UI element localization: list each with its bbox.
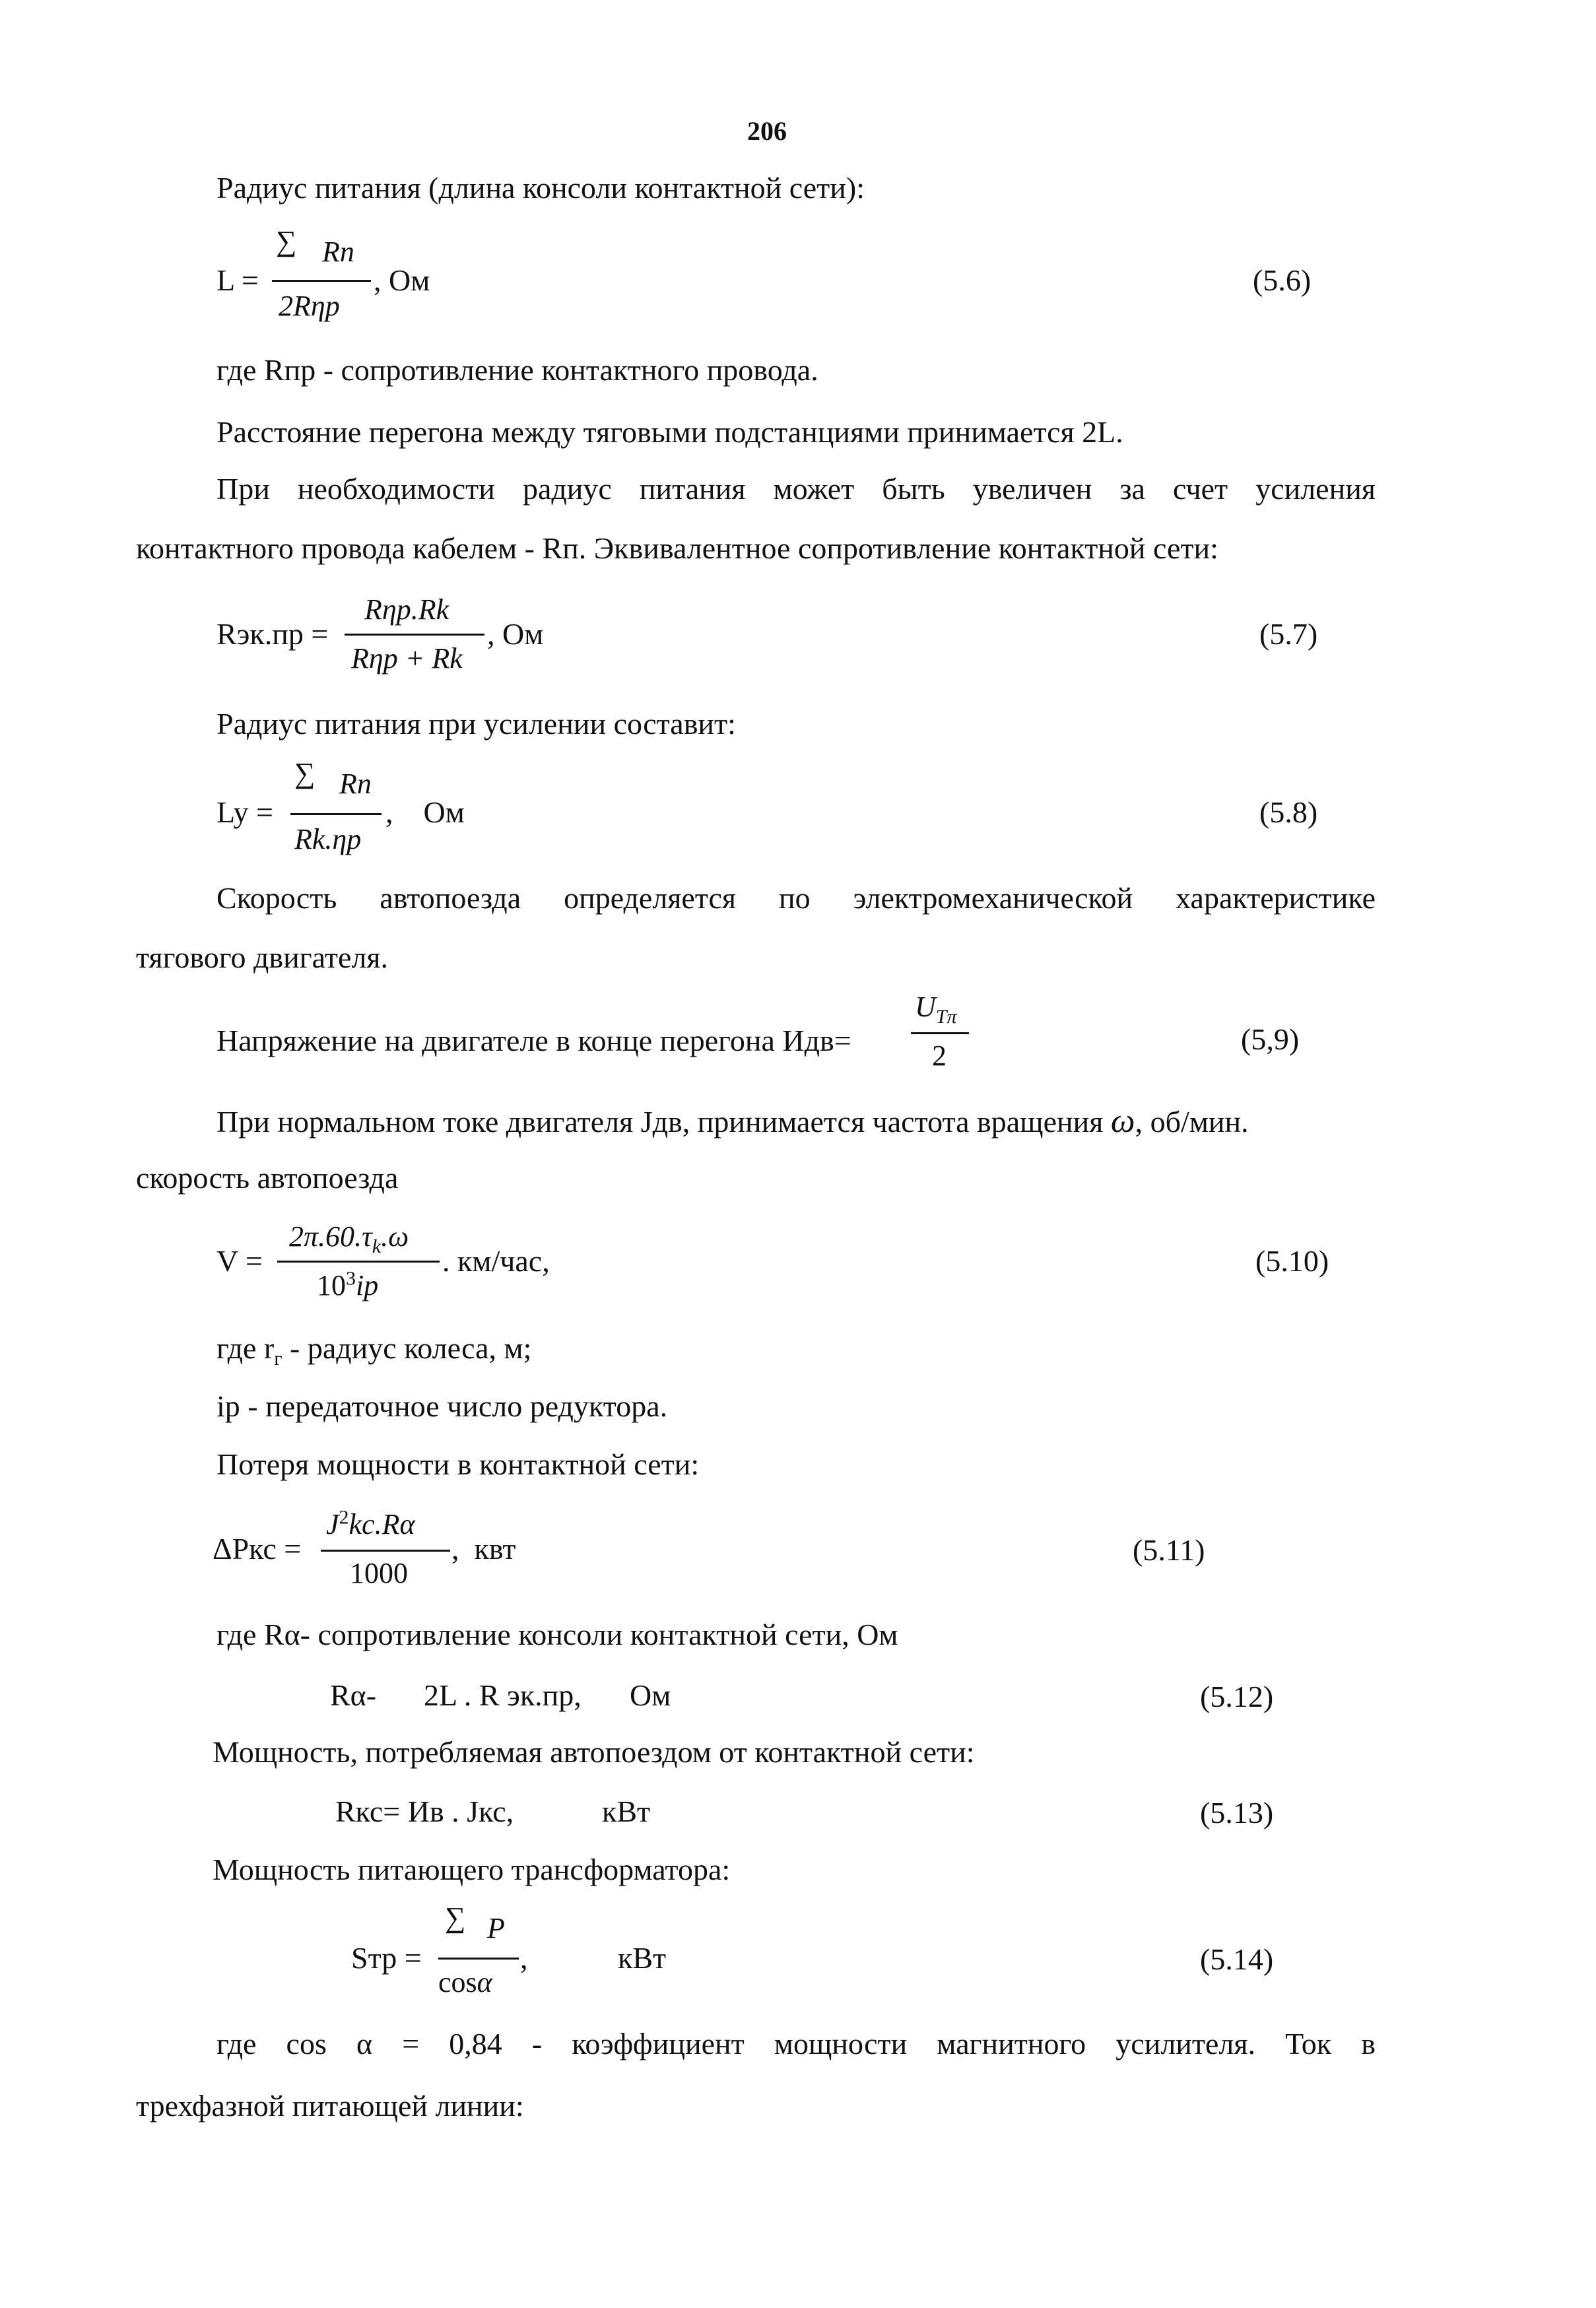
text-line: тягового двигателя. [136, 940, 388, 974]
formula-unit: , Ом [385, 795, 465, 829]
text-line: трехфазной питающей линии: [136, 2089, 524, 2123]
text-line: Скорость автопоезда определяется по электромеханической характеристике [216, 881, 1376, 915]
equation-number: (5.10) [1255, 1244, 1329, 1278]
fraction-bar [272, 280, 371, 282]
formula-lhs: V = [216, 1244, 263, 1278]
text-line: ip - передаточное число редуктора. [216, 1389, 668, 1423]
formula-unit: Ом [630, 1678, 671, 1712]
fraction-denominator: 1000 [350, 1557, 408, 1589]
formula-lhs: L = [216, 263, 259, 297]
fraction-denominator: 2Rηp [279, 290, 340, 322]
numerator-main: 2π.60.τ [289, 1220, 372, 1253]
fraction-bar [911, 1032, 969, 1034]
sum-symbol: ∑ [294, 757, 316, 789]
text-line: где cos α = 0,84 - коэффициент мощности магнитного усилителя. Ток в [216, 2027, 1376, 2061]
equation-number: (5.8) [1259, 795, 1318, 829]
fraction-denominator: Rηp + Rk [351, 642, 463, 675]
denominator-base: 10 [317, 1269, 346, 1302]
sum-symbol: ∑ [445, 1901, 466, 1934]
denominator-exponent: 3 [346, 1267, 356, 1290]
fraction-numerator: Rn [322, 236, 354, 268]
formula-lhs: Rэк.пр = [216, 617, 329, 651]
formula-lhs: Sтр = [351, 1941, 422, 1975]
fraction-denominator [438, 1965, 492, 2000]
fraction-denominator: 2 [932, 1039, 947, 1072]
omega-symbol: ω [1110, 1102, 1135, 1140]
formula-lhs: ΔPкс = [213, 1532, 302, 1566]
fraction-numerator [915, 990, 957, 1028]
equation-number: (5.12) [1200, 1680, 1274, 1713]
text-line: Расстояние перегона между тяговыми подстанциями принимается 2L. [216, 415, 1123, 449]
text-line: При необходимости радиус питания может быть увеличен за счет усиления [216, 472, 1376, 506]
fraction-bar [290, 813, 382, 815]
text-line [216, 1102, 1249, 1141]
equation-number: (5,9) [1241, 1022, 1300, 1056]
formula-unit: , [520, 1941, 528, 1975]
cos-text: cos [438, 1966, 477, 1998]
text-line: Потеря мощности в контактной сети: [216, 1447, 700, 1481]
numerator-tail: .ω [381, 1220, 409, 1253]
denominator-tail: ip [356, 1269, 379, 1302]
text-line [216, 1329, 531, 1368]
text-line: где Rα- сопротивление консоли контактной сети, Ом [216, 1618, 898, 1651]
formula-unit: кВт [602, 1795, 651, 1828]
text-line: Радиус питания при усилении составит: [216, 707, 736, 741]
equation-number: (5.11) [1133, 1533, 1205, 1567]
text-span: - радиус колеса, м; [282, 1331, 532, 1365]
fraction-numerator [289, 1220, 409, 1257]
numerator-tail: kc.Rα [349, 1508, 415, 1540]
equation-number: (5.6) [1253, 263, 1312, 297]
voltage-subscript: Tπ [935, 1005, 957, 1028]
formula-part: 2L . R эк.пр, [424, 1678, 582, 1712]
voltage-symbol: U [915, 991, 936, 1023]
formula-lhs: Ly = [216, 795, 274, 829]
numerator-subscript: k [372, 1235, 382, 1257]
text-line: Мощность, потребляемая автопоездом от контактной сети: [213, 1735, 975, 1769]
fraction-denominator: Rk.ηp [294, 823, 362, 855]
text-line: контактного провода кабелем - Rп. Эквивалентное сопротивление контактной сети: [136, 531, 1218, 565]
formula-unit: , квт [451, 1532, 516, 1566]
alpha-symbol: α [477, 1966, 492, 1998]
equation-number: (5.7) [1259, 617, 1318, 651]
fraction-bar [321, 1550, 450, 1552]
formula-unit: . км/час, [442, 1244, 550, 1278]
formula-part: Rкс= Ив . Jкс, [335, 1795, 514, 1828]
fraction-numerator: P [487, 1912, 505, 1944]
fraction-bar [277, 1261, 440, 1263]
formula-unit: кВт [618, 1941, 667, 1975]
text-line: Напряжение на двигателе в конце перегона Идв= [216, 1024, 851, 1057]
text-subscript: г [274, 1348, 283, 1370]
fraction-denominator [317, 1269, 378, 1303]
formula-part: Rα- [330, 1678, 377, 1712]
sum-symbol: ∑ [276, 225, 297, 257]
text-line: Радиус питания (длина консоли контактной сети): [216, 171, 865, 205]
fraction-numerator: Rn [339, 768, 372, 800]
numerator-exponent: 2 [339, 1506, 349, 1529]
page-number: 206 [747, 116, 787, 146]
formula-unit: , Ом [487, 617, 544, 651]
numerator-base: J [326, 1508, 339, 1540]
text-line: Мощность питающего трансформатора: [213, 1853, 731, 1886]
fraction-numerator: Rηp.Rk [364, 593, 449, 626]
text-line: где Rпр - сопротивление контактного провода. [216, 353, 818, 387]
text-line: скорость автопоезда [136, 1161, 399, 1195]
text-span: , об/мин. [1135, 1105, 1249, 1138]
equation-number: (5.13) [1200, 1796, 1274, 1830]
text-span: где r [216, 1331, 275, 1365]
equation-number: (5.14) [1200, 1942, 1274, 1976]
formula-unit: , Ом [374, 263, 430, 297]
fraction-bar [438, 1958, 519, 1960]
fraction-bar [345, 634, 484, 636]
fraction-numerator [326, 1507, 415, 1542]
text-span: При нормальном токе двигателя Jдв, принимается частота вращения [216, 1105, 1104, 1138]
